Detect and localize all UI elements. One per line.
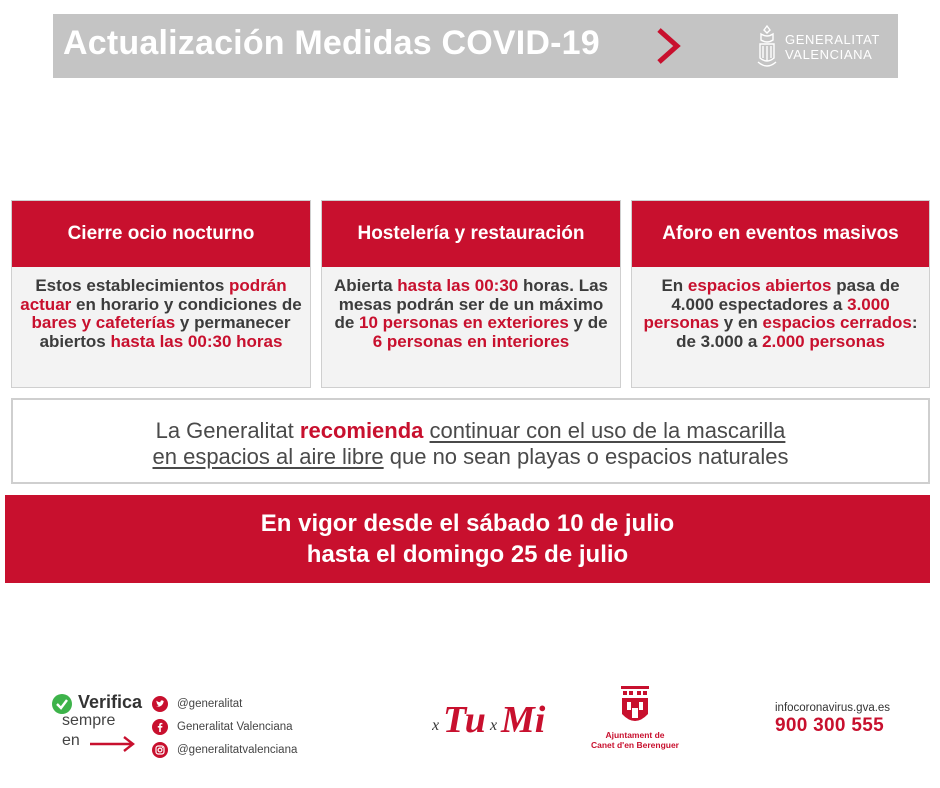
measure-text bbox=[632, 267, 929, 351]
ayuntamiento-text bbox=[582, 730, 688, 750]
facebook-icon bbox=[152, 719, 168, 735]
highlighted-text: 6 personas en interiores bbox=[372, 331, 570, 351]
mask-recommendation bbox=[11, 398, 930, 484]
verify-line-2: sempre bbox=[62, 712, 116, 729]
highlighted-text: 2.000 personas bbox=[762, 331, 885, 351]
verify-block bbox=[52, 692, 162, 762]
social-links bbox=[152, 692, 297, 761]
instagram-icon bbox=[152, 742, 168, 758]
recommendation-underlined-2: en espacios al aire libre bbox=[152, 444, 384, 469]
generalitat-valenciana-logo bbox=[755, 22, 895, 72]
body-text: y permanecer abiertos bbox=[39, 313, 291, 351]
highlighted-text: espacios abiertos bbox=[687, 276, 832, 295]
highlighted-text: hasta las 00:30 horas bbox=[110, 331, 283, 351]
arrow-right-icon bbox=[90, 736, 136, 752]
body-text: Abierta bbox=[333, 276, 398, 295]
highlighted-text: 10 personas en exteriores bbox=[359, 313, 569, 333]
info-phone[interactable]: 900 300 555 bbox=[775, 715, 884, 736]
measure-title: Hostelería y restauración bbox=[322, 201, 620, 267]
page-title: Actualización Medidas COVID-19 bbox=[63, 24, 600, 62]
body-text: en horario y condiciones de bbox=[71, 294, 302, 314]
body-text: pasa de 4.000 espectadores a bbox=[671, 276, 900, 314]
social-label: Generalitat Valenciana bbox=[177, 720, 293, 733]
measure-text bbox=[12, 267, 310, 351]
xtuxmi-campaign-logo bbox=[432, 694, 550, 742]
social-label: @generalitatvalenciana bbox=[177, 743, 298, 756]
measure-card-aforo-eventos bbox=[631, 200, 930, 388]
chevron-right-icon bbox=[649, 26, 685, 66]
validity-banner bbox=[5, 495, 930, 583]
highlighted-text: espacios cerrados bbox=[762, 313, 912, 333]
info-contact bbox=[775, 702, 890, 737]
recommendation-underlined-1: continuar con el uso de la mascarilla bbox=[429, 418, 786, 443]
social-label: @generalitat bbox=[177, 697, 243, 710]
svg-text:Tu: Tu bbox=[443, 699, 486, 741]
verify-line-3: en bbox=[62, 732, 80, 749]
highlighted-text: bares y cafeterías bbox=[31, 313, 176, 333]
highlighted-text: 3.000 personas bbox=[643, 294, 890, 333]
info-url-link[interactable]: infocoronavirus.gva.es bbox=[775, 702, 891, 714]
body-text: Estos establecimientos bbox=[35, 276, 225, 295]
measure-card-hosteleria bbox=[321, 200, 621, 388]
validity-line-2: hasta el domingo 25 de julio bbox=[306, 541, 629, 568]
body-text: En bbox=[661, 276, 688, 295]
recommendation-highlight: recomienda bbox=[299, 418, 424, 443]
castle-emblem-icon bbox=[619, 684, 651, 728]
body-text: horas. Las mesas podrán ser de un máximo de bbox=[334, 276, 609, 333]
body-text: y de bbox=[568, 313, 608, 333]
measure-text bbox=[322, 267, 620, 351]
header-bar bbox=[53, 14, 898, 78]
verify-title: Verifica bbox=[78, 692, 143, 712]
recommendation-post: que no sean playas o espacios naturales bbox=[383, 444, 789, 469]
body-text: y en bbox=[719, 313, 763, 333]
twitter-icon bbox=[152, 696, 168, 712]
generalitat-logo-text bbox=[785, 32, 880, 62]
social-facebook[interactable] bbox=[152, 715, 297, 738]
svg-text:x: x bbox=[432, 717, 440, 734]
ayuntamiento-line-2: Canet d'en Berenguer bbox=[591, 740, 679, 750]
ayuntamiento-logo bbox=[582, 684, 688, 764]
measure-title: Aforo en eventos masivos bbox=[632, 201, 929, 267]
body-text: : de 3.000 a bbox=[676, 313, 918, 351]
social-twitter[interactable] bbox=[152, 692, 297, 715]
generalitat-emblem-icon bbox=[755, 24, 779, 70]
measure-title: Cierre ocio nocturno bbox=[12, 201, 310, 267]
social-instagram[interactable] bbox=[152, 738, 297, 761]
logo-line-1: GENERALITAT bbox=[785, 32, 880, 47]
ayuntamiento-line-1: Ajuntament de bbox=[605, 730, 665, 740]
highlighted-text: hasta las 00:30 bbox=[397, 276, 519, 295]
validity-line-1: En vigor desde el sábado 10 de julio bbox=[260, 510, 675, 537]
logo-line-2: VALENCIANA bbox=[785, 47, 873, 62]
svg-text:Mi: Mi bbox=[501, 699, 546, 741]
highlighted-text: podrán actuar bbox=[20, 276, 287, 314]
recommendation-pre: La Generalitat bbox=[155, 418, 300, 443]
check-circle-icon bbox=[52, 694, 72, 714]
measure-card-ocio-nocturno bbox=[11, 200, 311, 388]
svg-text:x: x bbox=[490, 717, 498, 734]
